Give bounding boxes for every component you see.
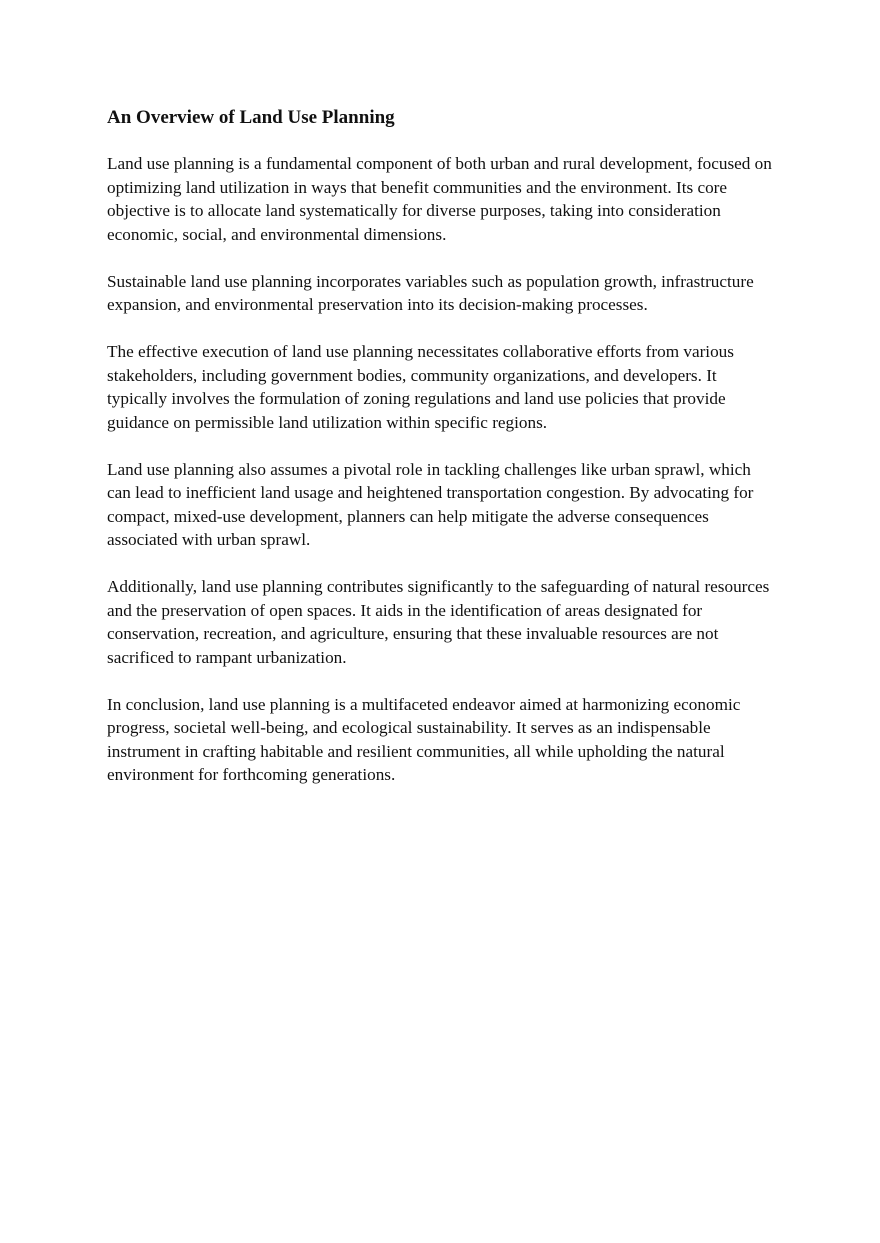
document-page [107,104,777,810]
paragraph-execution: The effective execution of land use planning necessitates collaborative efforts from various stakeholders, including government bodies, community organizations, and developers. It typically involves the formulation of zoning regulations and land use policies that provide guidance on permissible land utilization within specific regions. [107,342,734,432]
paragraph-natural-resources: Additionally, land use planning contributes significantly to the safeguarding of natural resources and the preservation of open spaces. It aids in the identification of areas designated for conservation, recreation, and agriculture, ensuring that these invaluable resources are not sacrificed to rampant urbanization. [107,577,770,667]
document-title: An Overview of Land Use Planning [107,107,395,128]
paragraph-urban-sprawl: Land use planning also assumes a pivotal role in tackling challenges like urban sprawl, which can lead to inefficient land usage and heightened transportation congestion. By advocating for compact, mixed-use development, planners can help mitigate the adverse consequences associated with urban sprawl. [107,459,754,549]
paragraph-conclusion: In conclusion, land use planning is a multifaceted endeavor aimed at harmonizing economic progress, societal well-being, and ecological sustainability. It serves as an indispensable instrument in crafting habitable and resilient communities, all while upholding the natural environment for forthcoming generations. [107,694,741,784]
paragraph-sustainable: Sustainable land use planning incorporates variables such as population growth, infrastructure expansion, and environmental preservation into its decision-making processes. [107,271,754,314]
paragraph-intro: Land use planning is a fundamental component of both urban and rural development, focused on optimizing land utilization in ways that benefit communities and the environment. Its core objective is to allocate land systematically for diverse purposes, taking into consideration economic, social, and environmental dimensions. [107,154,772,244]
